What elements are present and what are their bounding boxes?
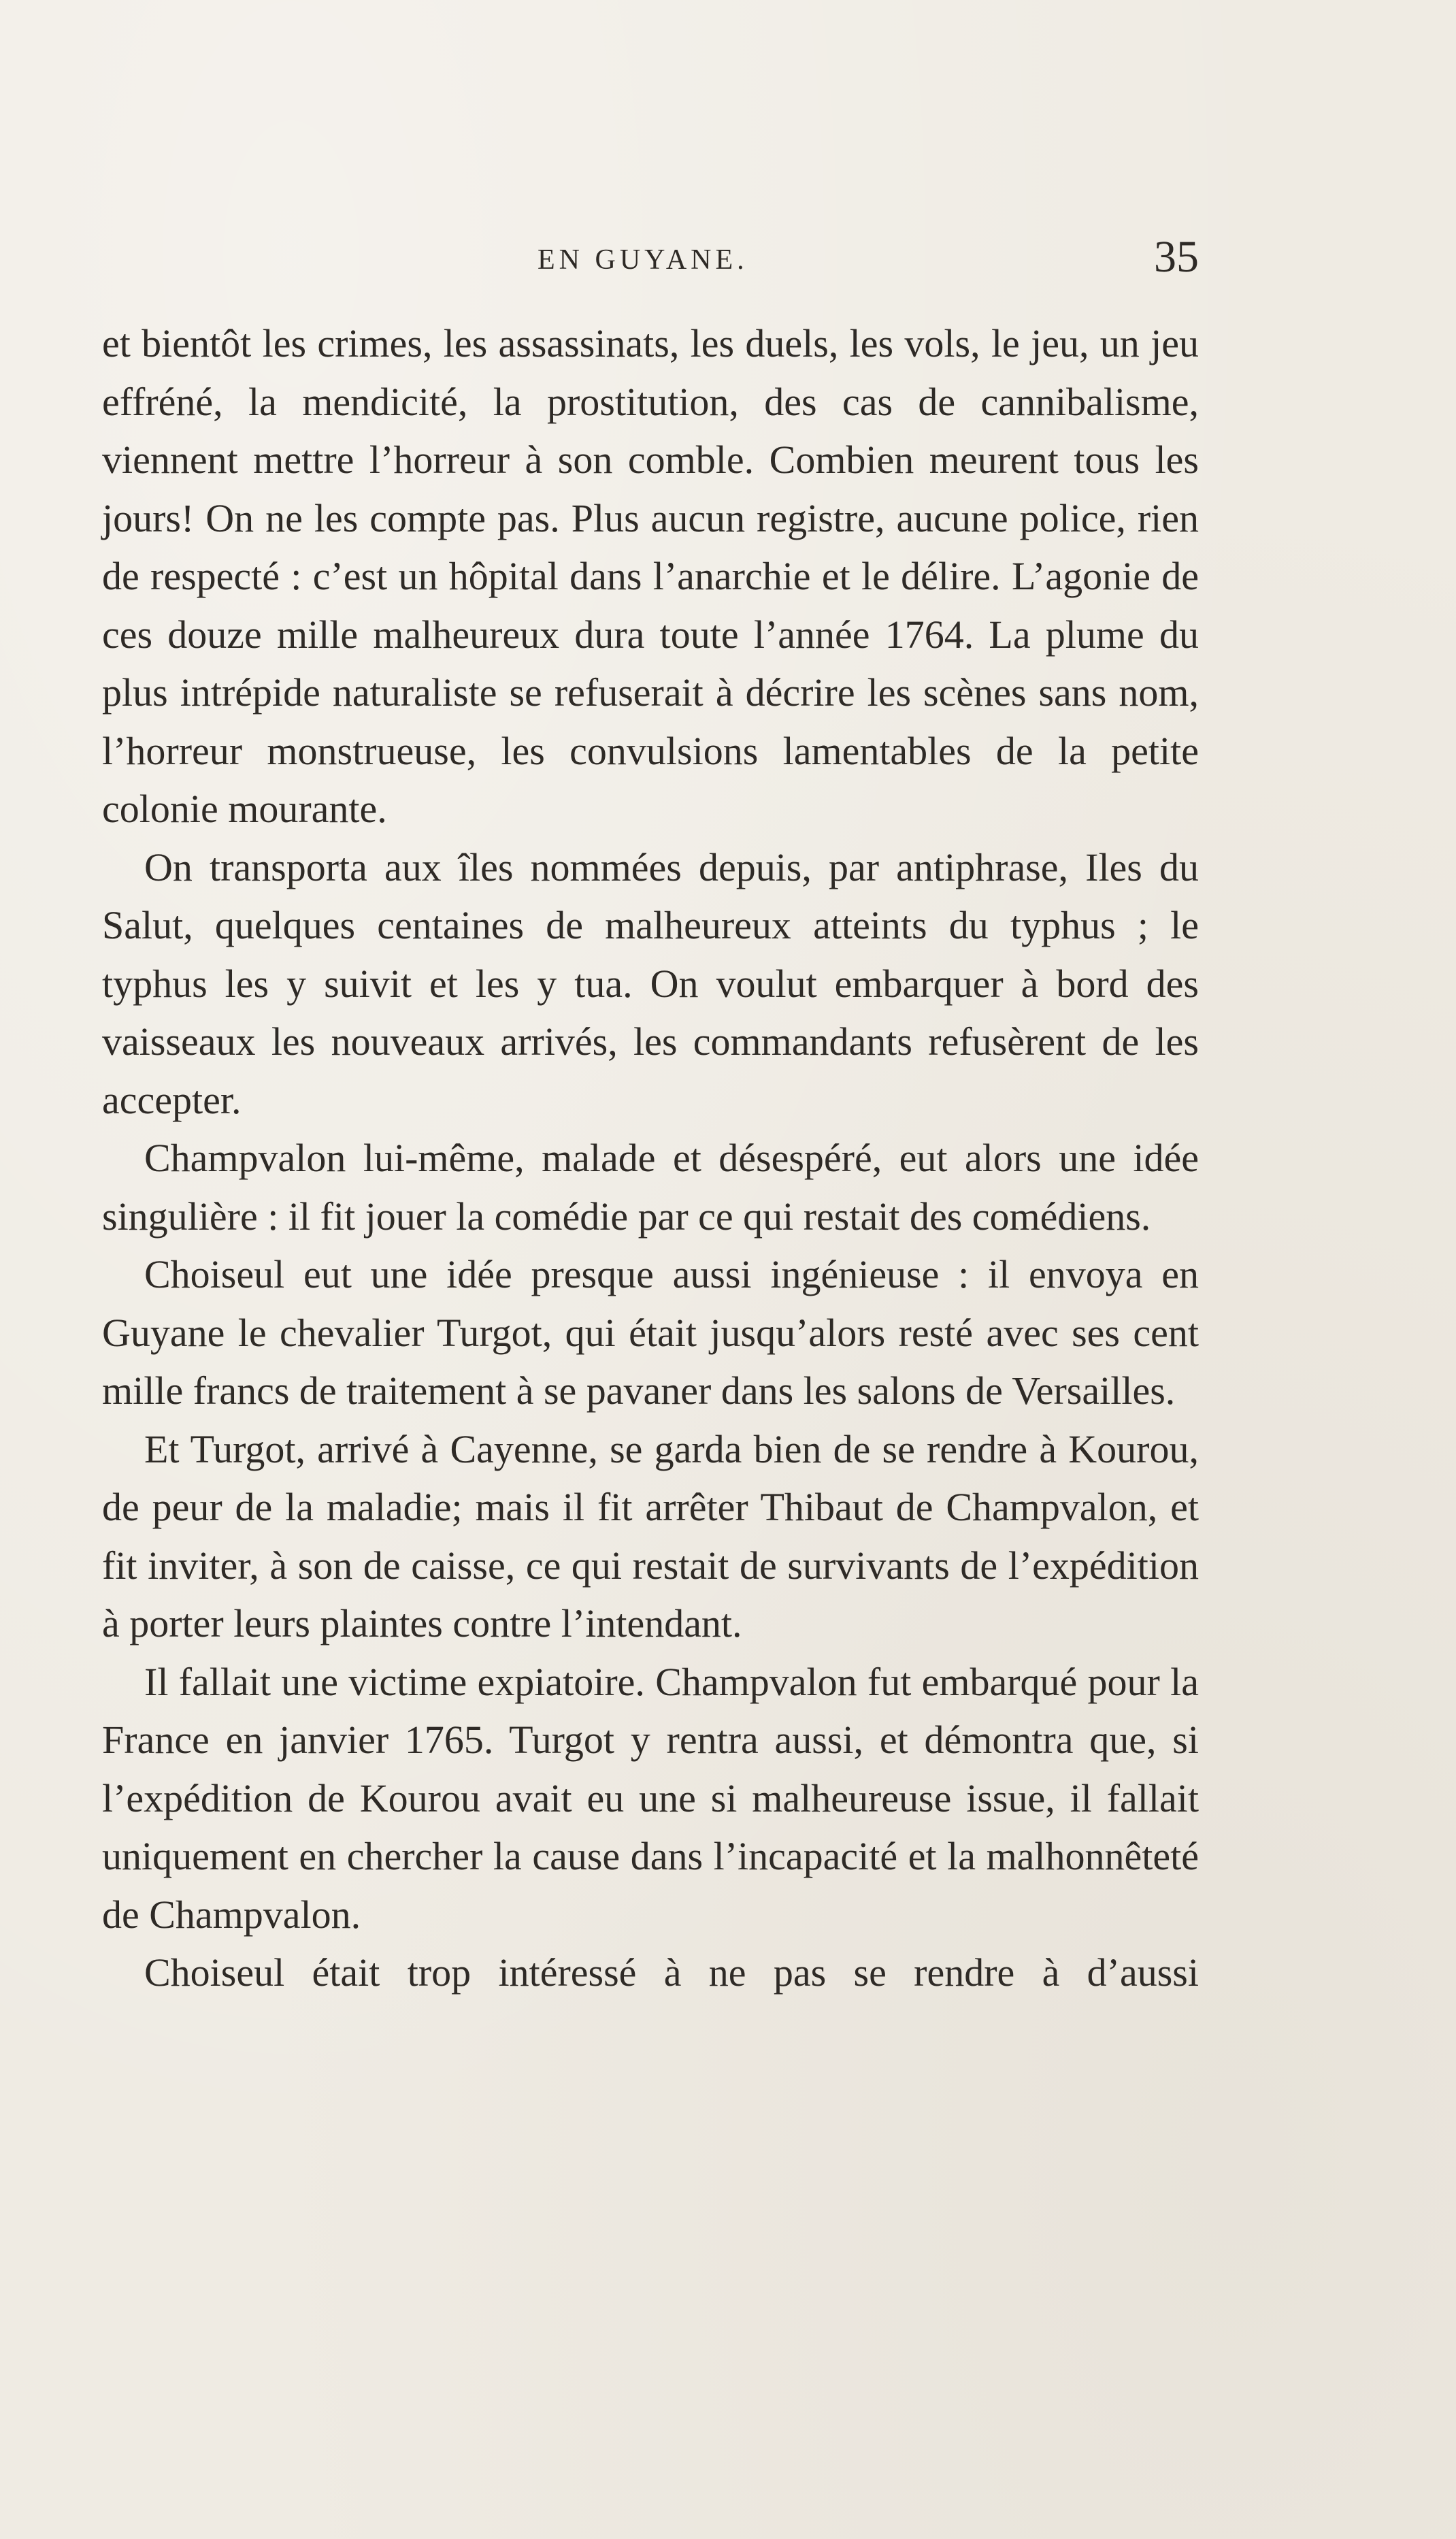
running-head (102, 231, 1199, 293)
paragraph-1: et bientôt les crimes, les assassinats, les duels, les vols, le jeu, un jeu effréné, la mendicité, la prostitution, des cas de cannibalisme, viennent mettre l’horreur à son comble. Combien meurent tous les jours! On ne les compte pas. Plus aucun registre, aucune police, rien de respecté : c’est un hôpital dans l’anarchie et le délire. L’agonie de ces douze mille malheureux dura toute l’année 1764. La plume du plus intrépide naturaliste se refuserait à décrire les scènes sans nom, l’horreur monstrueuse, les convulsions lamentables de la petite colonie mourante. (102, 321, 1199, 831)
page-number: 35 (1154, 232, 1199, 282)
body-text (102, 314, 1199, 2002)
paragraph-2: On transporta aux îles nommées depuis, par antiphrase, Iles du Salut, quelques centaines de malheureux atteints du typhus ; le typhus les y suivit et les y tua. On voulut embarquer à bord des vaisseaux les nouveaux arrivés, les commandants refusèrent de les accepter. (102, 845, 1199, 1122)
paragraph-7: Choiseul était trop intéressé à ne pas se rendre à d’aussi (144, 1950, 1199, 1995)
running-title: EN GUYANE. (537, 244, 748, 276)
paragraph-4: Choiseul eut une idée presque aussi ingénieuse : il envoya en Guyane le chevalier Turgot, qui était jusqu’alors resté avec ses cent mille francs de traitement à se pavaner dans les salons de Versailles. (102, 1252, 1199, 1413)
paragraph-3: Champvalon lui-même, malade et désespéré, eut alors une idée singulière : il fit jouer la comédie par ce qui restait des comédiens. (102, 1136, 1199, 1239)
paragraph-6: Il fallait une victime expiatoire. Champvalon fut embarqué pour la France en janvier 1765. Turgot y rentra aussi, et démontra que, si l’expédition de Kourou avait eu une si malheureuse issue, il fallait uniquement en chercher la cause dans l’incapacité et la malhonnêteté de Champvalon. (102, 1659, 1199, 1937)
paragraph-5: Et Turgot, arrivé à Cayenne, se garda bien de se rendre à Kourou, de peur de la maladie; mais il fit arrêter Thibaut de Champvalon, et fit inviter, à son de caisse, ce qui restait de survivants de l’expédition à porter leurs plaintes contre l’intendant. (102, 1426, 1199, 1645)
